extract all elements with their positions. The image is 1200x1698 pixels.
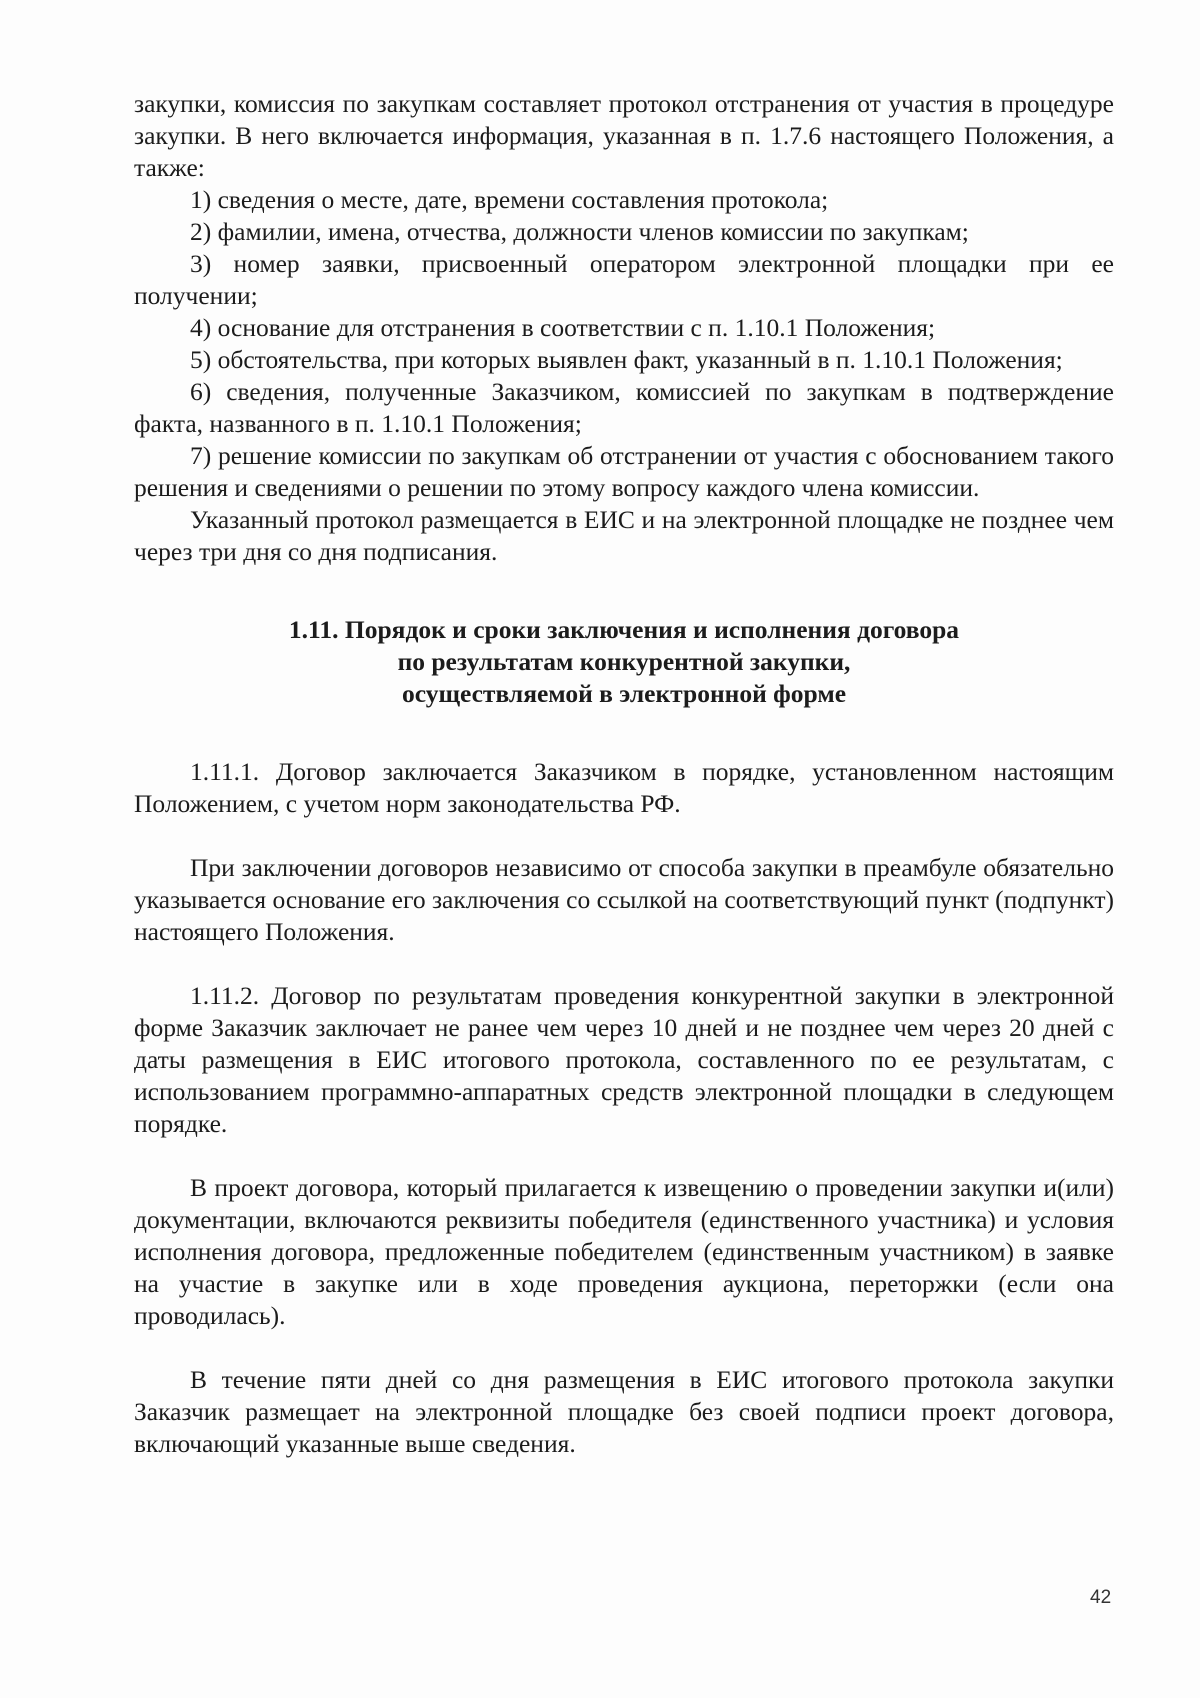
page-number: 42 — [1090, 1587, 1112, 1608]
list-item-1: 1) сведения о месте, дате, времени составления протокола; — [190, 185, 829, 214]
list-item-6: 6) сведения, полученные Заказчиком, комиссией по закупкам в подтверждение факта, названного в п. 1.10.1 Положения; — [134, 377, 1114, 438]
section-heading-line-3: осуществляемой в электронной форме — [401, 679, 847, 708]
section-heading-line-1: 1.11. Порядок и сроки заключения и исполнения договора — [288, 615, 960, 644]
section-heading — [134, 614, 1114, 710]
paragraph-1-11-2: 1.11.2. Договор по результатам проведения конкурентной закупки в электронной форме Заказчик заключает не ранее чем через 10 дней и не позднее чем через 20 дней с даты размещения в ЕИС итогового протокола, составленного по ее результатам, с использованием программно-аппаратных средств электронной площадки в следующем порядке. — [134, 981, 1114, 1138]
list-item-4: 4) основание для отстранения в соответствии с п. 1.10.1 Положения; — [190, 313, 936, 342]
paragraph-1-11-1: 1.11.1. Договор заключается Заказчиком в порядке, установленном настоящим Положением, с учетом норм законодательства РФ. — [134, 757, 1114, 818]
list-item-3: 3) номер заявки, присвоенный оператором электронной площадки при ее получении; — [134, 249, 1114, 310]
paragraph-preamble: При заключении договоров независимо от способа закупки в преамбуле обязательно указывается основание его заключения со ссылкой на соответствующий пункт (подпункт) настоящего Положения. — [134, 853, 1114, 946]
paragraph-draft-contract: В проект договора, который прилагается к извещению о проведении закупки и(или) документации, включаются реквизиты победителя (единственного участника) и условия исполнения договора, предложенные победителем (единственным участником) в заявке на участие в закупке или в ходе проведения аукциона, переторжки (если она проводилась). — [134, 1173, 1114, 1330]
paragraph-protocol-publication: Указанный протокол размещается в ЕИС и на электронной площадке не позднее чем через три дня со дня подписания. — [134, 505, 1114, 566]
list-item-7: 7) решение комиссии по закупкам об отстранении от участия с обоснованием такого решения и сведениями о решении по этому вопросу каждого члена комиссии. — [134, 441, 1114, 502]
paragraph-continuation: закупки, комиссия по закупкам составляет протокол отстранения от участия в процедуре закупки. В него включается информация, указанная в п. 1.7.6 настоящего Положения, а также: — [134, 89, 1114, 182]
list-item-5: 5) обстоятельства, при которых выявлен факт, указанный в п. 1.10.1 Положения; — [190, 345, 1063, 374]
section-heading-line-2: по результатам конкурентной закупки, — [397, 647, 851, 676]
document-body — [134, 88, 1114, 1460]
paragraph-five-days: В течение пяти дней со дня размещения в ЕИС итогового протокола закупки Заказчик размещает на электронной площадке без своей подписи проект договора, включающий указанные выше сведения. — [134, 1365, 1114, 1458]
list-item-2: 2) фамилии, имена, отчества, должности членов комиссии по закупкам; — [190, 217, 969, 246]
